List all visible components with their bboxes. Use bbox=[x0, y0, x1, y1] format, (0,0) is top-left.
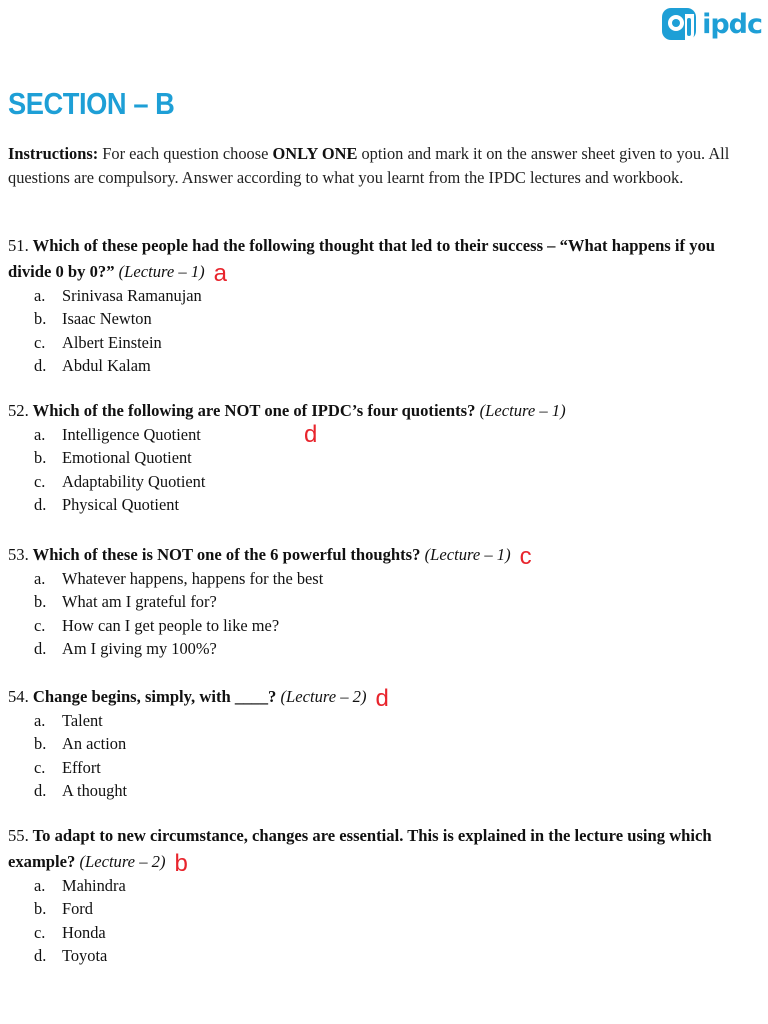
option-a bbox=[8, 874, 760, 897]
option-list bbox=[8, 874, 760, 968]
option-letter: d. bbox=[34, 639, 47, 659]
option-text: How can I get people to like me? bbox=[62, 615, 280, 635]
handwritten-answer: c bbox=[519, 543, 532, 570]
option-letter: d. bbox=[34, 946, 47, 966]
lecture-reference: (Lecture – 1) bbox=[424, 545, 511, 564]
option-letter: c. bbox=[34, 757, 46, 777]
question-stem: To adapt to new circumstance, changes are essential. This is explained in the lecture using which example? bbox=[8, 826, 712, 871]
question-number: 54. bbox=[8, 687, 29, 706]
option-c bbox=[8, 331, 760, 354]
lecture-reference: (Lecture – 2) bbox=[79, 852, 166, 871]
option-c bbox=[8, 470, 760, 493]
option-letter: c. bbox=[34, 332, 46, 352]
question-stem: Which of the following are NOT one of IPDC’s four quotients? bbox=[32, 401, 476, 420]
option-letter: d. bbox=[34, 781, 47, 801]
option-b bbox=[8, 307, 760, 330]
question-number: 51. bbox=[8, 236, 29, 255]
question-stem: Which of these people had the following thought that led to their success – “What happens if you divide 0 by 0?” bbox=[8, 236, 716, 281]
option-letter: b. bbox=[34, 899, 47, 919]
option-text: Ford bbox=[62, 899, 93, 919]
question-number: 53. bbox=[8, 545, 29, 564]
option-a bbox=[8, 709, 760, 732]
question-53-text bbox=[8, 541, 760, 570]
option-text: What am I grateful for? bbox=[62, 592, 217, 612]
option-b bbox=[8, 590, 760, 613]
instructions-emphasis: ONLY ONE bbox=[272, 144, 358, 163]
lecture-reference: (Lecture – 1) bbox=[118, 262, 205, 281]
option-list bbox=[8, 709, 760, 803]
option-text: Srinivasa Ramanujan bbox=[62, 286, 202, 305]
question-number: 55. bbox=[8, 826, 29, 845]
handwritten-answer: b bbox=[174, 850, 188, 877]
option-letter: b. bbox=[34, 448, 47, 468]
lecture-reference: (Lecture – 1) bbox=[479, 401, 566, 420]
option-b bbox=[8, 732, 760, 755]
option-letter: a. bbox=[34, 711, 46, 730]
option-letter: d. bbox=[34, 356, 47, 376]
question-stem: Change begins, simply, with ____? bbox=[32, 687, 277, 706]
option-a bbox=[8, 423, 760, 446]
option-text: An action bbox=[62, 734, 127, 754]
option-text: Emotional Quotient bbox=[62, 448, 192, 468]
option-d bbox=[8, 354, 760, 377]
option-d bbox=[8, 637, 760, 660]
option-letter: a. bbox=[34, 569, 46, 588]
option-b bbox=[8, 897, 760, 920]
option-text: Intelligence Quotient bbox=[62, 425, 201, 444]
option-list bbox=[8, 284, 760, 378]
section-title: SECTION – B bbox=[8, 86, 175, 121]
option-text: Adaptability Quotient bbox=[62, 471, 206, 491]
instructions-text-1: For each question choose bbox=[98, 144, 273, 163]
question-51-text bbox=[8, 234, 760, 287]
option-c bbox=[8, 614, 760, 637]
question-54 bbox=[8, 683, 760, 803]
option-text: Effort bbox=[62, 757, 101, 777]
option-letter: a. bbox=[34, 876, 46, 895]
option-letter: a. bbox=[34, 286, 46, 305]
question-52-text bbox=[8, 399, 760, 423]
option-letter: c. bbox=[34, 615, 46, 635]
instructions bbox=[8, 142, 760, 190]
question-53 bbox=[8, 541, 760, 661]
option-b bbox=[8, 446, 760, 469]
option-d bbox=[8, 944, 760, 967]
option-text: Isaac Newton bbox=[62, 309, 152, 329]
option-letter: b. bbox=[34, 309, 47, 329]
option-text: Talent bbox=[62, 711, 103, 730]
question-52 bbox=[8, 399, 760, 517]
option-list bbox=[8, 423, 760, 517]
option-d bbox=[8, 779, 760, 802]
option-a bbox=[8, 567, 760, 590]
ipdc-logo-text: ipdc bbox=[702, 8, 762, 40]
handwritten-answer: a bbox=[213, 260, 228, 287]
option-letter: d. bbox=[34, 495, 47, 515]
option-letter: b. bbox=[34, 734, 47, 754]
option-a bbox=[8, 284, 760, 307]
option-text: Honda bbox=[62, 922, 106, 942]
question-55 bbox=[8, 824, 760, 968]
option-text: Physical Quotient bbox=[62, 495, 179, 515]
option-letter: a. bbox=[34, 425, 46, 444]
option-letter: b. bbox=[34, 592, 47, 612]
option-text: Am I giving my 100%? bbox=[62, 639, 217, 659]
instructions-text-2: option and mark it on the answer sheet given to you. All questions are compulsory. Answer according to what you learnt from the IPDC lectures and workbook. bbox=[8, 144, 730, 187]
option-d bbox=[8, 493, 760, 516]
question-54-text bbox=[8, 683, 760, 712]
ipdc-logo bbox=[661, 2, 762, 46]
option-text: Mahindra bbox=[62, 876, 126, 895]
ipdc-logo-icon bbox=[661, 4, 701, 44]
question-stem: Which of these is NOT one of the 6 powerful thoughts? bbox=[32, 545, 421, 564]
question-51 bbox=[8, 234, 760, 378]
option-letter: c. bbox=[34, 922, 46, 942]
lecture-reference: (Lecture – 2) bbox=[280, 687, 367, 706]
option-letter: c. bbox=[34, 471, 46, 491]
option-text: A thought bbox=[62, 781, 128, 801]
option-text: Toyota bbox=[62, 946, 108, 966]
option-c bbox=[8, 921, 760, 944]
option-list bbox=[8, 567, 760, 661]
question-55-text bbox=[8, 824, 760, 877]
option-text: Abdul Kalam bbox=[62, 356, 151, 376]
handwritten-answer: d bbox=[375, 685, 389, 712]
question-number: 52. bbox=[8, 401, 29, 420]
option-text: Whatever happens, happens for the best bbox=[62, 569, 324, 588]
handwritten-answer: d bbox=[304, 421, 318, 448]
option-text: Albert Einstein bbox=[62, 332, 162, 352]
option-c bbox=[8, 756, 760, 779]
instructions-label: Instructions: bbox=[8, 144, 99, 163]
